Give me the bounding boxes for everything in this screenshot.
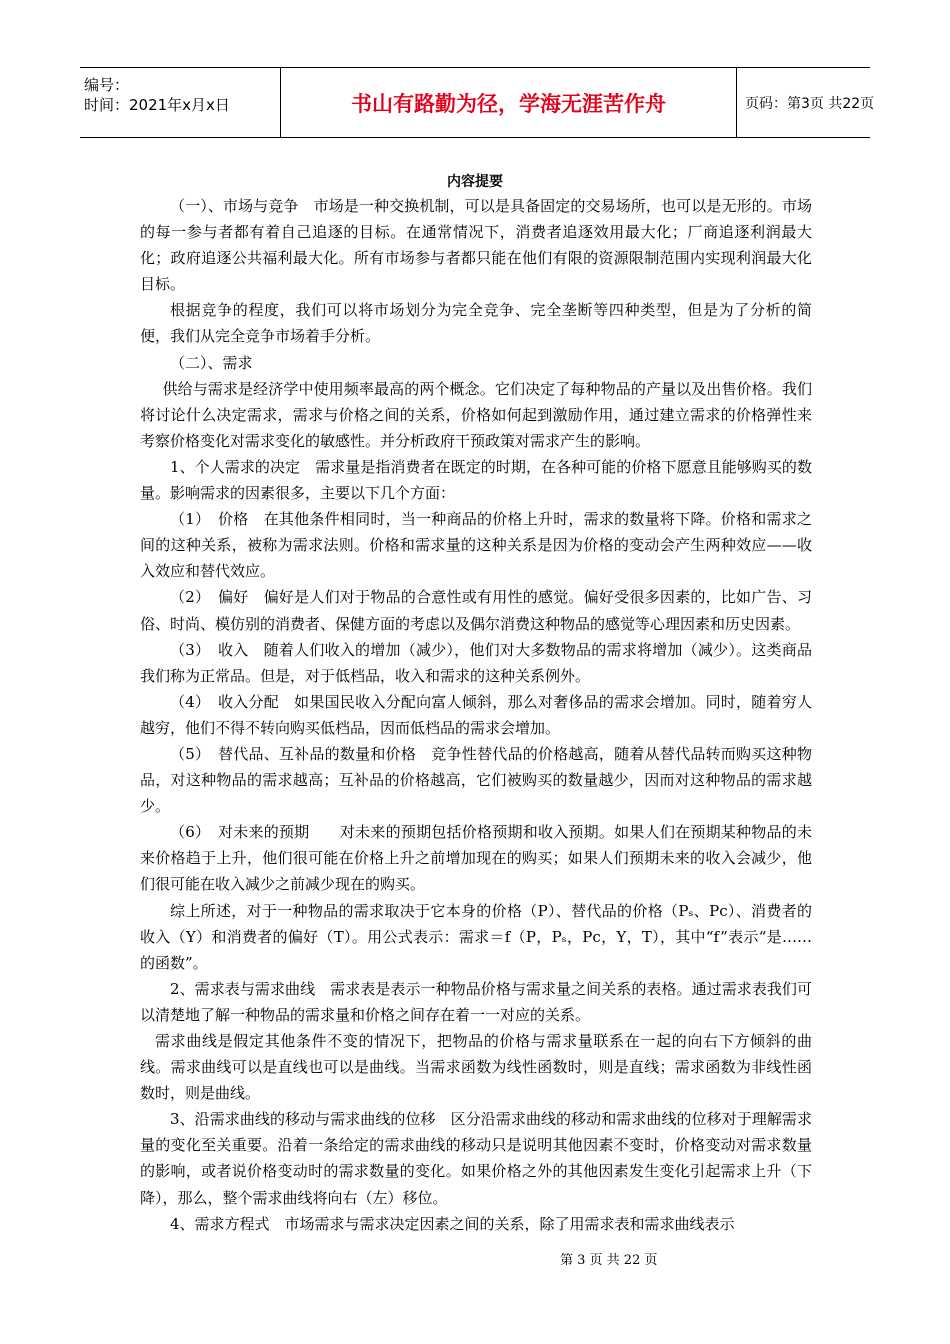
section-title: 内容提要 [447, 174, 503, 190]
paragraph-substitutes: （5） 替代品、互补品的数量和价格 竞争性替代品的价格越高，随着从替代品转而购买这种物品，对这种物品的需求越高；互补品的价格越高，它们被购买的数量越少，因而对这种物品的需求越少。 [140, 744, 812, 816]
document-date-label: 时间：2021年x月x日 [84, 96, 230, 114]
paragraph-expectations: （6） 对未来的预期 对未来的预期包括价格预期和收入预期。如果人们在预期某种物品的未来价格趋于上升，他们很可能在价格上升之前增加现在的购买；如果人们预期未来的收入会减少，他们很可能在收入减少之前减少现在的购买。 [140, 823, 812, 894]
subheading-demand: （二）、需求 [170, 353, 253, 372]
document-body [140, 193, 812, 1237]
header-page-info: 页码：第3页 共22页 [745, 95, 875, 112]
paragraph-curve-shift: 3、沿需求曲线的移动与需求曲线的位移 区分沿需求曲线的移动和需求曲线的位移对于理解需求量的变化至关重要。沿着一条给定的需求曲线的移动只是说明其他因素不变时，价格变动对需求数量的影响，或者说价格变动时的需求数量的变化。如果价格之外的其他因素发生变化引起需求上升（下降），那么，整个需求曲线将向右（左）移位。 [140, 1110, 812, 1207]
paragraph-price: （1） 价格 在其他条件相同时，当一种商品的价格上升时，需求的数量将下降。价格和需求之间的这种关系，被称为需求法则。价格和需求量的这种关系是因为价格的变动会产生两种效应——收入效应和替代效应。 [140, 510, 812, 581]
page-footer: 第 3 页 共 22 页 [560, 1253, 658, 1268]
paragraph-competition-types: 根据竞争的程度，我们可以将市场划分为完全竞争、完全垄断等四种类型，但是为了分析的简便，我们从完全竞争市场着手分析。 [140, 301, 812, 346]
header-info-cell [80, 68, 281, 137]
paragraph-demand-equation: 4、需求方程式 市场需求与需求决定因素之间的关系，除了用需求表和需求曲线表示 [170, 1214, 735, 1233]
header-motto: 书山有路勤为径，学海无涯苦作舟 [281, 68, 737, 137]
paragraph-demand-curve: 需求曲线是假定其他条件不变的情况下，把物品的价格与需求量联系在一起的向右下方倾斜的曲线。需求曲线可以是直线也可以是曲线。当需求函数为线性函数时，则是直线；需求函数为非线性函数时，则是曲线。 [140, 1032, 812, 1103]
paragraph-income-distribution: （4） 收入分配 如果国民收入分配向富人倾斜，那么对奢侈品的需求会增加。同时，随着穷人越穷，他们不得不转向购买低档品，因而低档品的需求会增加。 [140, 692, 812, 737]
paragraph-demand-schedule: 2、需求表与需求曲线 需求表是表示一种物品价格与需求量之间关系的表格。通过需求表我们可以清楚地了解一种物品的需求量和价格之间存在着一一对应的关系。 [140, 979, 812, 1024]
paragraph-individual-demand: 1、个人需求的决定 需求量是指消费者在既定的时期，在各种可能的价格下愿意且能够购买的数量。影响需求的因素很多，主要以下几个方面： [140, 457, 812, 503]
paragraph-preference: （2） 偏好 偏好是人们对于物品的合意性或有用性的感觉。偏好受很多因素的，比如广告、习俗、时尚、模仿别的消费者、保健方面的考虑以及偶尔消费这种物品的感觉等心理因素和历史因素。 [140, 588, 812, 633]
paragraph-income: （3） 收入 随着人们收入的增加（减少），他们对大多数物品的需求将增加（减少）。这类商品我们称为正常品。但是，对于低档品，收入和需求的这种关系例外。 [140, 640, 812, 685]
paragraph-market-competition: （一）、市场与竞争 市场是一种交换机制，可以是具备固定的交易场所，也可以是无形的。市场的每一参与者都有着自己追逐的目标。在通常情况下，消费者追逐效用最大化；厂商追逐利润最大化；政府追逐公共福利最大化。所有市场参与者都只能在他们有限的资源限制范围内实现利润最大化目标。 [140, 197, 812, 294]
paragraph-supply-demand: 供给与需求是经济学中使用频率最高的两个概念。它们决定了每种物品的产量以及出售价格。我们将讨论什么决定需求，需求与价格之间的关系，价格如何起到激励作用，通过建立需求的价格弹性来考察价格变化对需求变化的敏感性。并分析政府干预政策对需求产生的影响。 [140, 379, 812, 450]
document-number-label: 编号： [84, 76, 130, 94]
page-header [80, 67, 875, 138]
paragraph-summary-formula: 综上所述，对于一种物品的需求取决于它本身的价格（P）、替代品的价格（Pₛ、Pc）、消费者的收入（Y）和消费者的偏好（T）。用公式表示：需求＝f（P，Pₛ，Pc，Y，T），其中“f”表示“是……的函数”。 [140, 901, 812, 972]
